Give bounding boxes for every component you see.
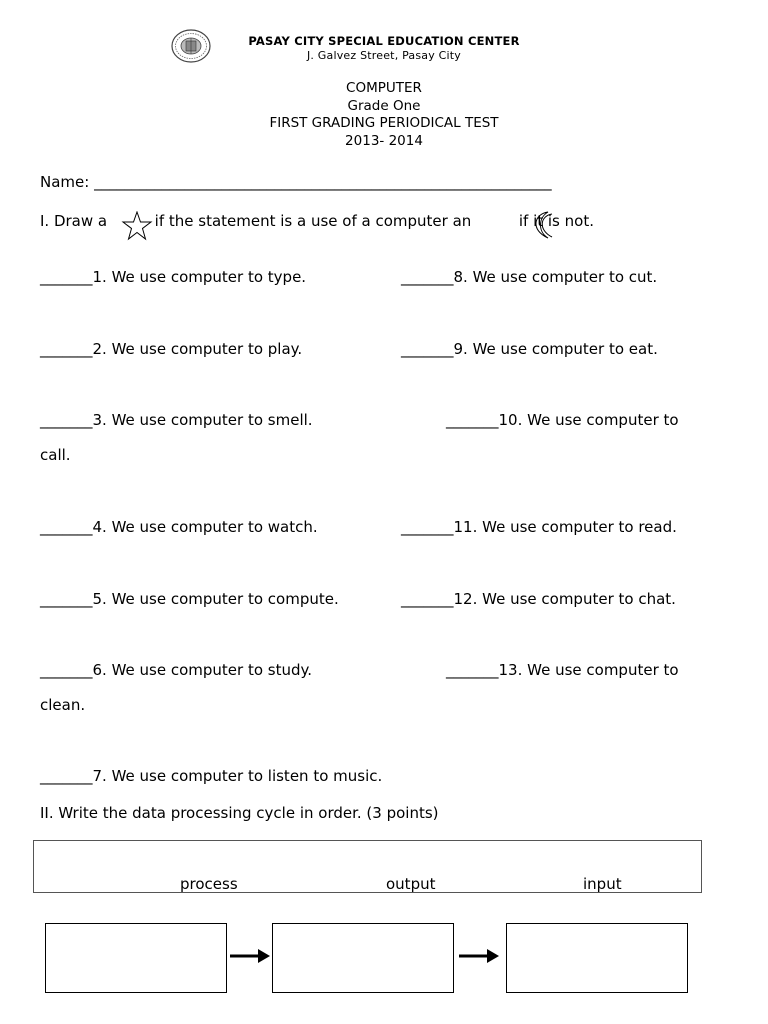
subject-title: COMPUTER (346, 80, 422, 96)
arrow-right-icon (228, 945, 272, 967)
question-4[interactable]: _______4. We use computer to watch. (40, 518, 318, 536)
grade-title: Grade One (347, 97, 421, 114)
question-12[interactable]: _______12. We use computer to chat. (401, 590, 676, 608)
test-titles (0, 80, 768, 150)
school-address: J. Galvez Street, Pasay City (306, 49, 462, 62)
question-10-continued: call. (40, 446, 71, 464)
answer-box-2[interactable] (272, 923, 454, 993)
part1-middle: if the statement is a use of a computer an (154, 212, 472, 230)
part1-suffix: if it is not. (518, 212, 594, 230)
test-title: FIRST GRADING PERIODICAL TEST (269, 115, 499, 131)
school-header (0, 34, 768, 62)
question-11[interactable]: _______11. We use computer to read. (401, 518, 677, 536)
question-1[interactable]: _______1. We use computer to type. (40, 268, 307, 286)
word-output: output (386, 875, 436, 893)
part2-instruction: II. Write the data processing cycle in order. (3 points) (40, 804, 439, 822)
part1-prefix: I. Draw a (40, 212, 108, 230)
question-6[interactable]: _______6. We use computer to study. (40, 661, 313, 679)
name-blank[interactable]: _____________________________________________________________ (94, 173, 552, 191)
word-process: process (180, 875, 238, 893)
question-3[interactable]: _______3. We use computer to smell. (40, 411, 313, 429)
name-label: Name: (40, 173, 90, 191)
arrow-right-icon (457, 945, 501, 967)
answer-box-1[interactable] (45, 923, 227, 993)
moon-icon (526, 210, 560, 240)
question-8[interactable]: _______8. We use computer to cut. (401, 268, 658, 286)
answer-box-3[interactable] (506, 923, 688, 993)
star-icon (121, 211, 153, 241)
school-year: 2013- 2014 (345, 132, 423, 149)
question-13-continued: clean. (40, 696, 86, 714)
question-7[interactable]: _______7. We use computer to listen to music. (40, 767, 383, 785)
question-2[interactable]: _______2. We use computer to play. (40, 340, 303, 358)
question-13[interactable]: _______13. We use computer to (446, 661, 679, 679)
name-field[interactable] (40, 173, 552, 191)
question-9[interactable]: _______9. We use computer to eat. (401, 340, 658, 358)
question-5[interactable]: _______5. We use computer to compute. (40, 590, 339, 608)
school-name: PASAY CITY SPECIAL EDUCATION CENTER (248, 34, 520, 48)
word-input: input (583, 875, 622, 893)
question-10[interactable]: _______10. We use computer to (446, 411, 679, 429)
